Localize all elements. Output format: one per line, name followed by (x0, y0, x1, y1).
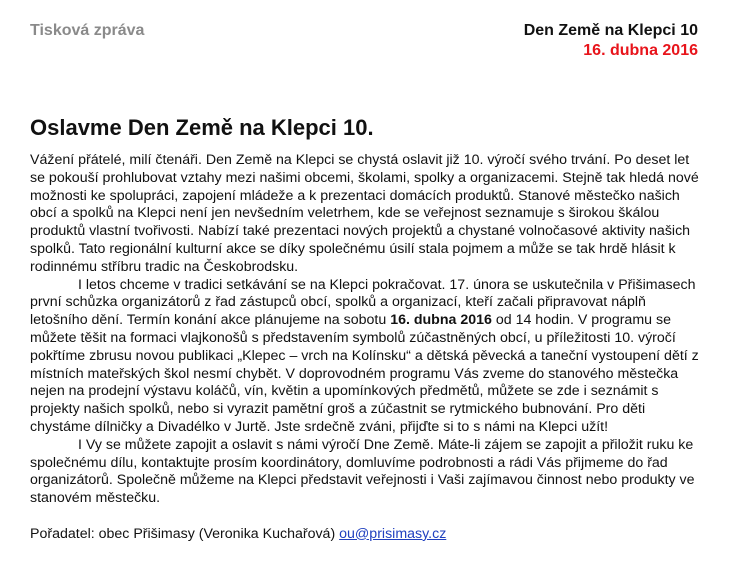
press-release-label: Tisková zpráva (30, 22, 145, 39)
headline: Oslavme Den Země na Klepci 10. (30, 115, 374, 140)
paragraph-program-text-1: I letos chceme v tradici setkávání se na Klepci pokračovat. 17. února se uskutečnila v Přišimasech první schůzka organizátorů z řad zástupců obcí, spolků a organizací, kteří začali připravovat náplň letošního dění. Termín konání akce plánujeme na sobotu (30, 276, 696, 329)
event-header (524, 21, 698, 61)
article-body (30, 152, 704, 544)
event-title: Den Země na Klepci 10 (523, 22, 698, 39)
paragraph-program (30, 277, 704, 437)
organizer-line (30, 526, 704, 544)
paragraph-intro: Vážení přátelé, milí čtenáři. Den Země na Klepci se chystá oslavit již 10. výročí svého trvání. Po deset let se pokouší prohlubovat vztahy mezi našimi obcemi, školami, spolky a organizacemi. Stejně tak hledá nové možnosti ke spolupráci, zapojení mládeže a k prezentaci domácích produktů. Stanové městečko našich obcí a spolků na Klepci není jen nevšedním veletrhem, kde se veřejnost seznamuje s širokou škálou produktů vlastní tvořivosti. Nabízí také prezentaci nových projektů a chystané volnočasové aktivity našich spolků. Tato regionální kulturní akce se díky společnému úsilí stala pojmem a může se tak hrdě hlásit k rodinnému stříbru tradic na Českobrodsku. (30, 152, 699, 275)
organizer-email-link[interactable]: ou@prisimasy.cz (339, 525, 447, 542)
paragraph-invitation: I Vy se můžete zapojit a oslavit s námi výročí Dne Země. Máte-li zájem se zapojit a přiložit ruku ke společnému dílu, kontaktujte prosím koordinátory, domluvíme podrobnosti a rádi Vás přijmeme do řad organizátorů. Společně můžeme na Klepci představit veřejnosti i Vaši zajímavou činnost nebo produkty ve stanovém městečku. (30, 436, 695, 507)
paragraph-program-text-2: od 14 hodin. V programu se můžete těšit na formaci vlajkonošů s představením symbolů zúčastněných obcí, u příležitosti 10. výročí pokřtíme zbrusu novou publikaci „Klepec – vrch na Kolínsku“ a dětská pěvecká a taneční vystoupení dětí z místních mateřských škol nesmí chybět. V doprovodném programu Vás zveme do stanového městečka nejen na prodejní výstavu koláčů, vín, květin a upomínkových předmětů, můžete se zde i seznámit s projekty našich spolků, nebo si vyrazit pamětní groš a zúčastnit se rytmického bubnování. Pro děti chystáme dílničky a Divadélko v Jurtě. Jste srdečně zváni, přijďte si to s námi na Klepci užít! (30, 312, 699, 435)
organizer-text: Pořadatel: obec Přišimasy (Veronika Kuchařová) (30, 525, 340, 542)
event-date: 16. dubna 2016 (583, 42, 698, 59)
event-date-inline: 16. dubna 2016 (390, 312, 492, 329)
